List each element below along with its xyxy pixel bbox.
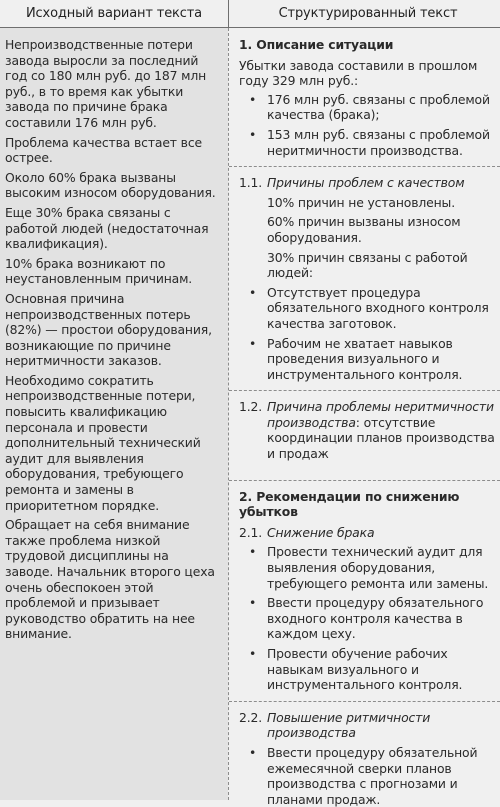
paragraph: Непроизводственные потери завода выросли за последний год со 180 млн руб. до 187 млн руб., в то время как убытки завода по причине брака составили 176 млн руб.	[5, 37, 207, 130]
subsection-1-1-title: 1.1. Причины проблем с качеством	[239, 175, 465, 191]
list-item: • Ввести процедуру обязательной ежемесячной сверки планов производства с прогнозами и планами продаж.	[249, 744, 478, 807]
section-divider	[229, 480, 500, 481]
subsection-1-2-title: 1.2. Причина проблемы неритмичности производства: отсутствие координации планов производства и продаж	[239, 399, 495, 462]
section-1-title: 1. Описание ситуации	[239, 37, 394, 52]
original-text-column	[0, 28, 228, 800]
paragraph: Основная причина непроизводственных потерь (82%) — простои оборудования, возникающие по причине неритмичности заказов.	[5, 290, 212, 369]
paragraph: Проблема качества встает все острее.	[5, 134, 202, 166]
header-separator	[228, 0, 229, 28]
paragraph: Около 60% брака вызваны высоким износом оборудования.	[5, 169, 216, 201]
bullet-icon: •	[249, 595, 257, 611]
bullet-icon: •	[249, 646, 257, 661]
paragraph: Необходимо сократить непроизводственные потери, повысить квалификацию персонала и провести дополнительный технический аудит для выявления оборудования, требующего ремонта и замены в приоритетном порядке.	[5, 372, 201, 513]
list-item: • Отсутствует процедура обязательного входного контроля качества заготовок.	[249, 284, 489, 331]
bullet-icon: •	[249, 284, 257, 300]
paragraph: Обращает на себя внимание также проблема низкой трудовой дисциплины на заводе. Начальник второго цеха очень обеспокоен этой проблемой и призывает руководство обратить на нее внимание.	[5, 517, 215, 642]
paragraph: Еще 30% брака связаны с работой людей (недостаточная квалификация).	[5, 204, 209, 252]
subsection-2-2-title: 2.2. Повышение ритмичности производства	[239, 709, 431, 741]
bullet-icon: •	[249, 744, 257, 760]
list-item: • Рабочим не хватает навыков проведения визуального и инструментального контроля.	[249, 335, 463, 382]
bullet-icon: •	[249, 91, 257, 107]
section-2-title: 2. Рекомендации по снижению убытков	[239, 488, 460, 520]
list-item: • Провести технический аудит для выявления оборудования, требующего ремонта или замены.	[249, 544, 489, 591]
list-item: • 153 млн руб. связаны с проблемой неритмичности производства.	[249, 126, 490, 158]
bullet-icon: •	[249, 335, 257, 351]
section-divider	[229, 701, 500, 702]
section-divider	[229, 166, 500, 167]
structured-text-column	[228, 28, 500, 807]
paragraph: 10% брака возникают по неустановленным причинам.	[5, 255, 193, 287]
bullet-icon: •	[249, 544, 257, 560]
list-item: 30% причин связаны с работой людей:	[267, 249, 468, 281]
list-item: • 176 млн руб. связаны с проблемой качества (брака);	[249, 91, 490, 123]
list-item: • Ввести процедуру обязательного входного контроля качества в каждом цеху.	[249, 595, 484, 642]
table-header	[0, 0, 500, 28]
list-item: • Провести обучение рабочих навыкам визуального и инструментального контроля.	[249, 646, 463, 693]
left-column-header: Исходный вариант текста	[25, 5, 202, 21]
subsection-2-1-title: 2.1. Снижение брака	[239, 524, 375, 540]
bullet-icon: •	[249, 126, 257, 142]
list-item: 10% причин не установлены.	[267, 194, 455, 210]
right-column-header: Структурированный текст	[278, 5, 458, 21]
list-item: 60% причин вызваны износом оборудования.	[267, 214, 461, 245]
section-divider	[229, 390, 500, 391]
section-1-intro: Убытки завода составили в прошлом году 329 млн руб.:	[239, 57, 478, 89]
